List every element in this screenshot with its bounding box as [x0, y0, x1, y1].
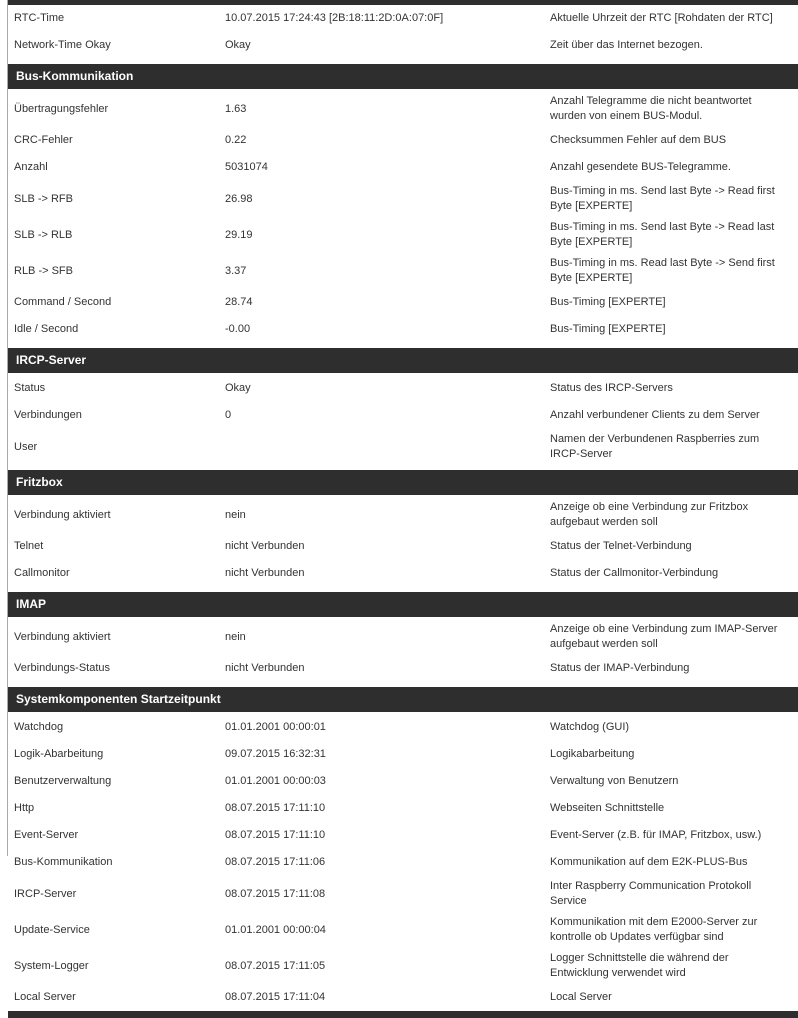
status-row [8, 741, 798, 768]
row-label: Benutzerverwaltung [14, 775, 112, 787]
row-value: 08.07.2015 17:11:10 [225, 829, 326, 841]
section-rows [8, 91, 798, 343]
row-label: Bus-Kommunikation [14, 856, 113, 868]
row-description: Checksummen Fehler auf dem BUS [550, 134, 727, 146]
row-value: 08.07.2015 17:11:08 [225, 887, 326, 900]
row-label: Watchdog [14, 721, 64, 733]
row-label: Local Server [14, 991, 76, 1003]
row-description: Local Server [550, 991, 612, 1003]
row-description: Bus-Timing [EXPERTE] [550, 323, 666, 335]
status-row [8, 768, 798, 795]
row-description: Inter Raspberry Communication Protokoll Service [550, 880, 752, 907]
status-section [8, 470, 798, 587]
status-panel [8, 0, 798, 1003]
status-section [8, 64, 798, 343]
section-title: Systemkomponenten Startzeitpunkt [16, 692, 221, 706]
status-row [8, 560, 798, 587]
status-section [8, 348, 798, 465]
section-header [8, 687, 798, 712]
section-header [8, 348, 798, 373]
row-description: Kommunikation auf dem E2K-PLUS-Bus [550, 856, 748, 868]
status-row [8, 912, 798, 948]
row-label: System-Logger [14, 959, 89, 972]
row-label: SLB -> RFB [14, 192, 73, 205]
status-row [8, 253, 798, 289]
row-description: Namen der Verbundenen Raspberries zum IRCP-Server [550, 433, 760, 460]
status-row [8, 316, 798, 343]
status-row [8, 795, 798, 822]
row-label: Callmonitor [14, 567, 70, 579]
row-description: Bus-Timing in ms. Read last Byte -> Send first Byte [EXPERTE] [550, 257, 775, 284]
row-label: Status [14, 382, 46, 394]
row-value: 29.19 [225, 228, 253, 241]
status-row [8, 948, 798, 984]
status-row [8, 849, 798, 876]
row-label: Logik-Abarbeitung [14, 748, 104, 760]
row-description: Anzahl gesendete BUS-Telegramme. [550, 161, 731, 173]
row-label: Verbindungs-Status [14, 662, 111, 674]
row-value: 3.37 [225, 264, 247, 277]
row-label: Update-Service [14, 923, 90, 936]
status-row [8, 497, 798, 533]
row-value: 01.01.2001 00:00:04 [225, 923, 326, 936]
row-description: Bus-Timing in ms. Send last Byte -> Read last Byte [EXPERTE] [550, 221, 775, 248]
status-row [8, 714, 798, 741]
row-value: Okay [225, 39, 251, 51]
section-header [8, 470, 798, 495]
row-description: Anzahl Telegramme die nicht beantwortet wurden von einem BUS-Modul. [550, 95, 752, 122]
status-row [8, 402, 798, 429]
row-label: Verbindung aktiviert [14, 630, 111, 643]
section-rows [8, 497, 798, 587]
section-title: IMAP [16, 597, 46, 611]
status-row [8, 217, 798, 253]
bottom-partial-section-bar [8, 1011, 798, 1018]
row-description: Logger Schnittstelle die während der Entwicklung verwendet wird [550, 952, 729, 979]
status-row [8, 91, 798, 127]
row-description: Webseiten Schnittstelle [550, 802, 665, 814]
row-label: Event-Server [14, 829, 79, 841]
sections-container [8, 5, 798, 1011]
row-value: 08.07.2015 17:11:10 [225, 802, 326, 814]
row-label: SLB -> RLB [14, 228, 73, 241]
section-header [8, 64, 798, 89]
row-value: 08.07.2015 17:11:04 [225, 991, 326, 1003]
status-row [8, 533, 798, 560]
row-value: 28.74 [225, 296, 253, 308]
row-value: 26.98 [225, 192, 253, 205]
row-description: Anzeige ob eine Verbindung zur Fritzbox aufgebaut werden soll [550, 501, 749, 528]
status-row [8, 32, 798, 59]
row-value: 10.07.2015 17:24:43 [2B:18:11:2D:0A:07:0F] [225, 12, 444, 24]
row-value: nicht Verbunden [225, 540, 305, 552]
row-value: -0.00 [225, 323, 251, 335]
row-label: Verbindungen [14, 409, 82, 421]
row-label: Command / Second [14, 296, 112, 308]
status-row [8, 876, 798, 912]
row-description: Watchdog (GUI) [550, 721, 630, 733]
status-row [8, 619, 798, 655]
row-description: Status der Telnet-Verbindung [550, 540, 692, 552]
row-label: User [14, 440, 38, 453]
row-label: Anzahl [14, 161, 48, 173]
row-label: RLB -> SFB [14, 264, 73, 277]
row-value: 0 [225, 409, 232, 421]
status-section [8, 687, 798, 1011]
status-row [8, 822, 798, 849]
row-label: Verbindung aktiviert [14, 508, 111, 521]
row-value: Okay [225, 382, 251, 394]
row-value: nicht Verbunden [225, 567, 305, 579]
row-description: Bus-Timing in ms. Send last Byte -> Read first Byte [EXPERTE] [550, 185, 775, 212]
status-row [8, 181, 798, 217]
section-header [8, 592, 798, 617]
status-row [8, 154, 798, 181]
status-row [8, 655, 798, 682]
status-row [8, 375, 798, 402]
status-row [8, 984, 798, 1011]
row-value: 01.01.2001 00:00:03 [225, 775, 326, 787]
row-value: nein [225, 508, 246, 521]
row-description: Bus-Timing [EXPERTE] [550, 296, 666, 308]
row-description: Logikabarbeitung [550, 748, 635, 760]
row-description: Status der IMAP-Verbindung [550, 662, 690, 674]
row-description: Zeit über das Internet bezogen. [550, 39, 703, 51]
row-value: 08.07.2015 17:11:06 [225, 856, 326, 868]
row-label: Http [14, 802, 35, 814]
section-rows [8, 619, 798, 682]
row-value: 1.63 [225, 102, 247, 115]
status-row [8, 429, 798, 465]
row-value: nicht Verbunden [225, 662, 305, 674]
row-label: IRCP-Server [14, 887, 77, 900]
status-section [8, 592, 798, 682]
row-label: Idle / Second [14, 323, 79, 335]
row-label: Übertragungsfehler [14, 102, 109, 115]
row-value: 08.07.2015 17:11:05 [225, 959, 326, 972]
status-row [8, 127, 798, 154]
row-label: Network-Time Okay [14, 39, 111, 51]
section-rows [8, 714, 798, 1011]
status-row [8, 5, 798, 32]
row-label: Telnet [14, 540, 44, 552]
row-description: Verwaltung von Benutzern [550, 775, 679, 787]
row-value: 5031074 [225, 161, 268, 173]
row-value: nein [225, 630, 246, 643]
section-title: Bus-Kommunikation [16, 69, 134, 83]
row-label: CRC-Fehler [14, 134, 73, 146]
row-description: Kommunikation mit dem E2000-Server zur kontrolle ob Updates verfügbar sind [550, 916, 758, 943]
row-description: Aktuelle Uhrzeit der RTC [Rohdaten der RTC] [550, 12, 773, 24]
status-row [8, 289, 798, 316]
section-title: IRCP-Server [16, 353, 87, 367]
row-description: Event-Server (z.B. für IMAP, Fritzbox, usw.) [550, 829, 762, 841]
row-label: RTC-Time [14, 12, 65, 24]
row-value: 09.07.2015 16:32:31 [225, 748, 326, 760]
section-title: Fritzbox [16, 475, 63, 489]
row-description: Status des IRCP-Servers [550, 382, 673, 394]
section-rows [8, 375, 798, 465]
row-description: Status der Callmonitor-Verbindung [550, 567, 719, 579]
row-value: 01.01.2001 00:00:01 [225, 721, 326, 733]
status-section [8, 5, 798, 59]
row-description: Anzeige ob eine Verbindung zum IMAP-Server aufgebaut werden soll [550, 623, 778, 650]
section-rows [8, 5, 798, 59]
row-description: Anzahl verbundener Clients zu dem Server [550, 409, 760, 421]
row-value: 0.22 [225, 134, 247, 146]
